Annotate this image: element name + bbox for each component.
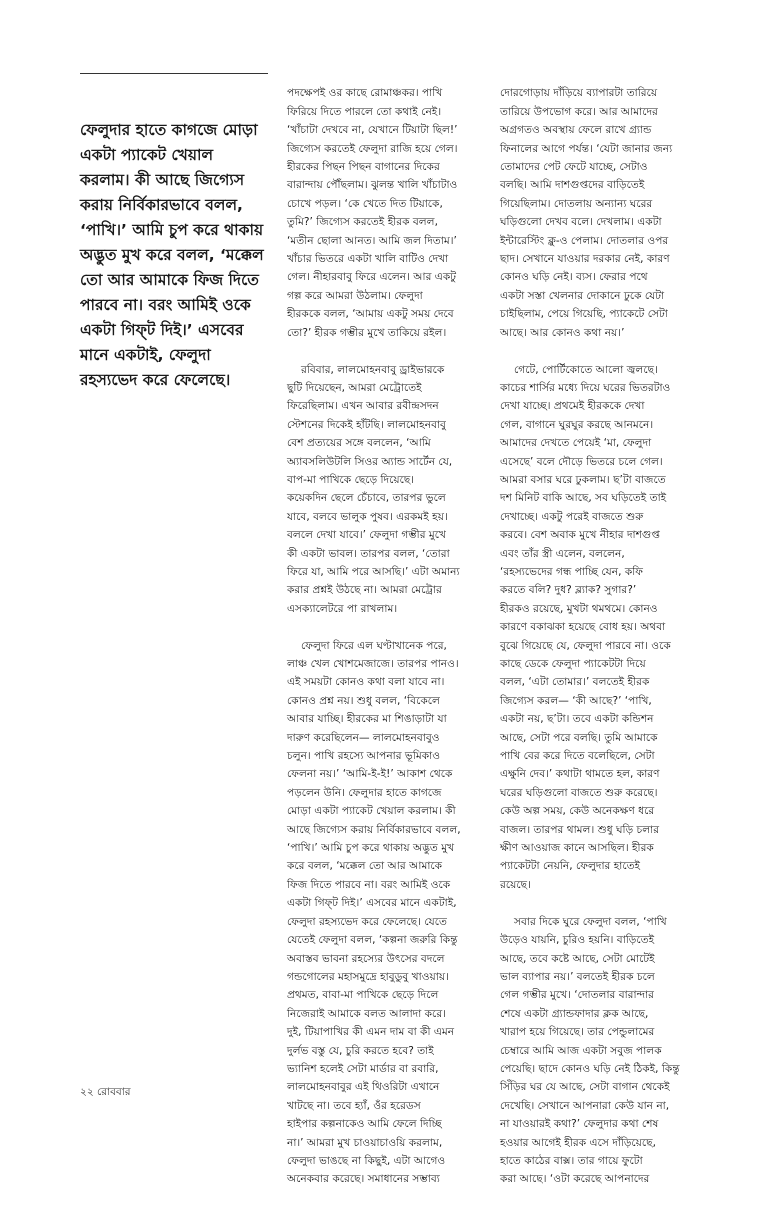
pull-quote-rule xyxy=(80,73,268,74)
paragraph: রবিবার, লালমোহনবাবু ড্রাইভারকে ছুটি দিয়েছেন, আমরা মেট্রোতেই ফিরেছিলাম। এখন আবার রবীন্দ্রসদন স্টেশনের দিকেই হাঁটছি। লালমোহনবাবু বেশ প্রত্যয়ের সঙ্গে বললেন, ‘আমি অ্যাবসলিউটলি সিওর অ্যান্ড সার্টেন যে, বাপ-মা পাখিকে ছেড়ে দিয়েছে। কয়েকদিন ছেলে চেঁচাবে, তারপর ভুলে যাবে, বলবে ভালুক পুষব। এরকমই হয়। বললে দেখা যাবে।’ ফেলুদা গম্ভীর মুখে কী একটা ভাবল। তারপর বলল, ‘তোরা ফিরে যা, আমি পরে আসছি।’ এটা অমান্য করার প্রশ্নই উঠছে না। আমরা মেট্রোর এসক্যালেটরে পা রাখলাম। xyxy=(287,363,460,615)
page-footer: ২২ রোববার xyxy=(80,1086,131,1098)
article-column-1 xyxy=(287,66,493,1186)
paragraph: পদক্ষেপই ওর কাছে রোমাঞ্চকর। পাখি ফিরিয়ে দিতে পারলে তো কথাই নেই। ‘খাঁচাটা দেখবে না, যেখানে টিয়াটা ছিল!’ জিগ্যেস করতেই ফেলুদা রাজি হয়ে গেল। হীরকের পিছন পিছন বাগানের দিকের বারান্দায় পৌঁছলাম। ঝুলন্ত খালি খাঁচাটাও চোখে পড়ল। ‘কে খেতে দিত টিয়াকে, তুমি?’ জিগ্যেস করতেই হীরক বলল, ‘মতীন ছোলা আনত। আমি জল দিতাম।’ খাঁচার ভিতরে একটা খালি বাটিও দেখা গেল। নীহারবাবু ফিরে এলেন। আর একটু গল্প করে আমরা উঠলাম। ফেলুদা হীরককে বলল, ‘আমায় একটু সময় দেবে তো?’ হীরক গম্ভীর মুখে তাকিয়ে রইল। xyxy=(287,87,458,339)
pull-quote: ফেলুদার হাতে কাগজে মোড়া একটা প্যাকেট খেয়াল করলাম। কী আছে জিগ্যেস করায় নির্বিকারভাবে বলল, ‘পাখি।’ আমি চুপ করে থাকায় অদ্ভুত মুখ করে বলল, ‘মক্কেল তো আর আমাকে ফিজ দিতে পারবে না। বরং আমিই ওকে একটা গিফ্‌ট দিই।’ এসবের মানে একটাই, ফেলুদা রহস্যভেদ করে ফেলেছে। xyxy=(80,121,264,389)
paragraph: গেটে, পোর্টিকোতে আলো জ্বলছে। কাচের শার্সির মধ্যে দিয়ে ঘরের ভিতরটাও দেখা যাচ্ছে। প্রথমেই হীরককে দেখা গেল, বাগানে ঘুরঘুর করছে আনমনে। আমাদের দেখতে পেয়েই ‘মা, ফেলুদা এসেছে’ বলে দৌড়ে ভিতরে চলে গেল। আমরা বসার ঘরে ঢুকলাম। ছ’টা বাজতে দশ মিনিট বাকি আছে, সব ঘড়িতেই তাই দেখাচ্ছে। একটু পরেই বাজতে শুরু করবে। বেশ অবাক মুখে নীহার দাশগুপ্ত এবং তাঁর স্ত্রী এলেন, বললেন, ‘রহস্যভেদের গন্ধ পাচ্ছি যেন, কফি করতে বলি? দুধ? ব্ল্যাক? সুগার?’ হীরকও রয়েছে, মুখটা থমথমে। কোনও কারণে বকাঝকা হয়েছে বোধ হয়। অথবা বুঝে গিয়েছে যে, ফেলুদা পারবে না। ওকে কাছে ডেকে ফেলুদা প্যাকেটটা দিয়ে বলল, ‘এটা তোমার।’ বলতেই হীরক জিগ্যেস করল— ‘কী আছে?’ ‘পাখি, একটা নয়, ছ’টা। তবে একটা কন্ডিশন আছে, সেটা পরে বলছি। তুমি আমাকে পাখি বের করে দিতে বলেছিলে, সেটা এক্ষুনি দেব।’ কথাটা থামতে হল, কারণ ঘরের ঘড়িগুলো বাজতে শুরু করেছে। কেউ অল্প সময়, কেউ অনেকক্ষণ ধরে বাজল। তারপর থামল। শুধু ঘড়ি চলার ক্ষীণ আওয়াজ কানে আসছিল। হীরক প্যাকেটটা নেয়নি, ফেলুদার হাতেই রয়েছে। xyxy=(500,363,671,891)
article-column-2 xyxy=(500,66,710,1186)
paragraph: দোরগোড়ায় দাঁড়িয়ে ব্যাপারটা তারিয়ে তারিয়ে উপভোগ করে। আর আমাদের অগ্রগতও অবস্থায় ফেলে রাখে গ্র্যান্ড ফিনালের আগে পর্যন্ত। ‘যেটা জানার জন্য তোমাদের পেট ফেটে যাচ্ছে, সেটাও বলছি। আমি দাশগুপ্তদের বাড়িতেই গিয়েছিলাম। দোতলায় অন্যান্য ঘরের ঘড়িগুলো দেখব বলে। দেখলাম। একটা ইন্টারেস্টিং ক্লু-ও পেলাম। দোতলার ওপর ছাদ। সেখানে যাওয়ার দরকার নেই, কারণ কোনও ঘড়ি নেই। ব্যস। ফেরার পথে একটা সস্তা খেলনার দোকানে ঢুকে যেটা চাইছিলাম, পেয়ে গিয়েছি, প্যাকেটে সেটা আছে। আর কোনও কথা নয়।’ xyxy=(500,87,673,339)
paragraph: সবার দিকে ঘুরে ফেলুদা বলল, ‘পাখি উড়েও যায়নি, চুরিও হয়নি। বাড়িতেই আছে, তবে কষ্টে আছে, সেটা মোটেই ভাল ব্যাপার নয়।’ বলতেই হীরক চলে গেল গম্ভীর মুখে। ‘দোতলার বারান্দার শেষে একটা গ্র্যান্ডফাদার ক্লক আছে, খারাপ হয়ে গিয়েছে। তার পেন্ডুলামের চেম্বারে আমি আজ একটা সবুজ পালক পেয়েছি। ছাদে কোনও ঘড়ি নেই ঠিকই, কিন্তু সিঁড়ির ঘর যে আছে, সেটা বাগান থেকেই দেখেছি। সেখানে আপনারা কেউ যান না, না যাওয়ারই কথা?’ ফেলুদার কথা শেষ হওয়ার আগেই হীরক এসে দাঁড়িয়েছে, হাতে কাঠের বাক্স। তার গায়ে ফুটো করা আছে। ‘ওটা করেছে আপনাদের xyxy=(500,915,680,1186)
paragraph: ফেলুদা ফিরে এল ঘণ্টাখানেক পরে, লাঞ্চ খেল খোশমেজাজে। তারপর পানও। এই সময়টা কোনও কথা বলা যাবে না। কোনও প্রশ্ন নয়। শুধু বলল, ‘বিকেলে আবার যাচ্ছি। হীরকের মা শিঙাড়াটা যা দারুণ করেছিলেন— লালমোহনবাবুও চলুন। পাখি রহস্যে আপনার ভূমিকাও ফেলনা নয়।’ ‘আমি-ই-ই!’ আকাশ থেকে পড়লেন উনি। ফেলুদার হাতে কাগজে মোড়া একটা প্যাকেট খেয়াল করলাম। কী আছে জিগ্যেস করায় নির্বিকারভাবে বলল, ‘পাখি।’ আমি চুপ করে থাকায় অদ্ভুত মুখ করে বলল, ‘মক্কেল তো আর আমাকে ফিজ দিতে পারবে না। বরং আমিই ওকে একটা গিফ্‌ট দিই।’ এসবের মানে একটাই, ফেলুদা রহস্যভেদ করে ফেলেছে। যেতে যেতেই ফেলুদা বলল, ‘কল্পনা জরুরি কিন্তু অবাস্তব ভাবনা রহস্যের উৎসের বদলে গন্ডগোলের মহাসমুদ্রে হাবুডুবু খাওয়ায়। প্রথমত, বাবা-মা পাখিকে ছেড়ে দিলে নিজেরাই আমাকে বলত আলাদা করে। দুই, টিয়াপাখির কী এমন দাম বা কী এমন দুর্লভ বস্তু যে, চুরি করতে হবে? তাই ভ্যানিশ হলেই সেটা মার্ডার বা রবারি, লালমোহনবাবুর এই থিওরিটা এখানে খাটছে না। তবে হ্যাঁ, ওঁর হরেডস হাইপার কল্পনাকেও আমি ফেলে দিচ্ছি না।’ আমরা মুখ চাওয়াচাওয়ি করলাম, ফেলুদা ভাঙছে না কিছুই, এটা আগেও অনেকবার করেছে। সমাধানের সম্ভাব্য xyxy=(287,639,461,1186)
